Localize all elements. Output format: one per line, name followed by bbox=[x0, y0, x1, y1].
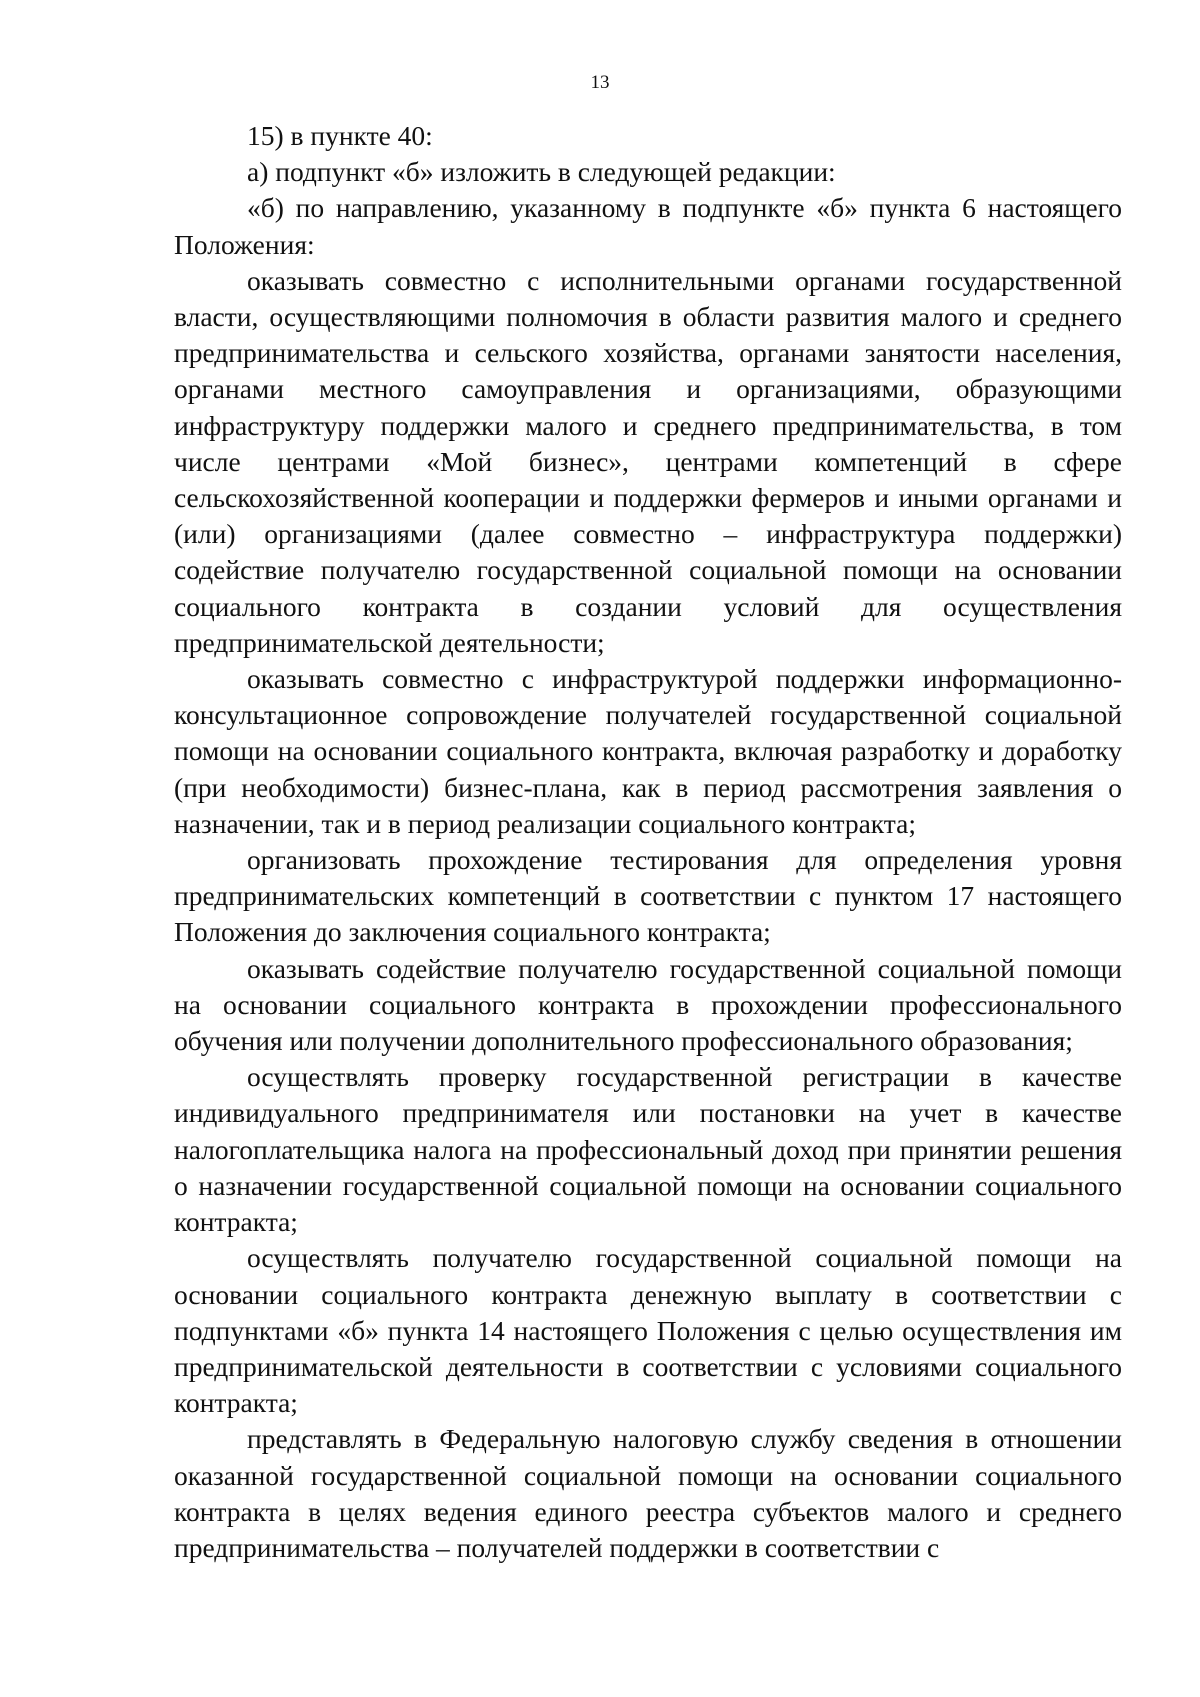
paragraph-subitem-a: а) подпункт «б» изложить в следующей редакции: bbox=[247, 156, 836, 188]
paragraph-duty-payment: осуществлять получателю государственной социальной помощи на основании социального контракта денежную выплату в соответствии с подпунктами «б» пункта 14 настоящего Положения с целью осуществления им предпринимательской деятельности в соответствии с условиями социального контракта; bbox=[174, 1242, 1122, 1419]
paragraph-item-15: 15) в пункте 40: bbox=[247, 120, 433, 151]
page-number: 13 bbox=[590, 72, 610, 93]
paragraph-duty-registration-check: осуществлять проверку государственной регистрации в качестве индивидуального предпринимателя или постановки на учет в качестве налогоплательщика налога на профессиональный доход при принятии решения о назначении государственной социальной помощи на основании социального контракта; bbox=[174, 1061, 1122, 1238]
paragraph-duty-testing: организовать прохождение тестирования для определения уровня предпринимательских компетенций в соответствии с пунктом 17 настоящего Положения до заключения социального контракта; bbox=[174, 844, 1122, 948]
paragraph-duty-consulting: оказывать совместно с инфраструктурой поддержки информационно-консультационное сопровождение получателей государственной социальной помощи на основании социального контракта, включая разработку и доработку (при необходимости) бизнес-плана, как в период рассмотрения заявления о назначении, так и в период реализации социального контракта; bbox=[174, 663, 1122, 839]
paragraph-duty-tax-reporting: представлять в Федеральную налоговую службу сведения в отношении оказанной государственной социальной помощи на основании социального контракта в целях ведения единого реестра субъектов малого и среднего предпринимательства – получателей поддержки в соответствии с bbox=[174, 1423, 1122, 1563]
paragraph-duty-training: оказывать содействие получателю государственной социальной помощи на основании социального контракта в прохождении профессионального обучения или получении дополнительного профессионального образования; bbox=[174, 952, 1122, 1057]
paragraph-subitem-b-intro: «б) по направлению, указанному в подпункте «б» пункта 6 настоящего Положения: bbox=[174, 192, 1122, 260]
paragraph-duty-assistance: оказывать совместно с исполнительными органами государственной власти, осуществляющими полномочия в области развития малого и среднего предпринимательства и сельского хозяйства, органами занятости населения, органами местного самоуправления и организациями, образующими инфраструктуру поддержки малого и среднего предпринимательства, в том числе центрами «Мой бизнес», центрами компетенций в сфере сельскохозяйственной кооперации и поддержки фермеров и иными органами и (или) организациями (далее совместно – инфраструктура поддержки) содействие получателю государственной социальной помощи на основании социального контракта в создании условий для осуществления предпринимательской деятельности; bbox=[174, 264, 1122, 658]
document-body bbox=[174, 118, 1122, 1566]
